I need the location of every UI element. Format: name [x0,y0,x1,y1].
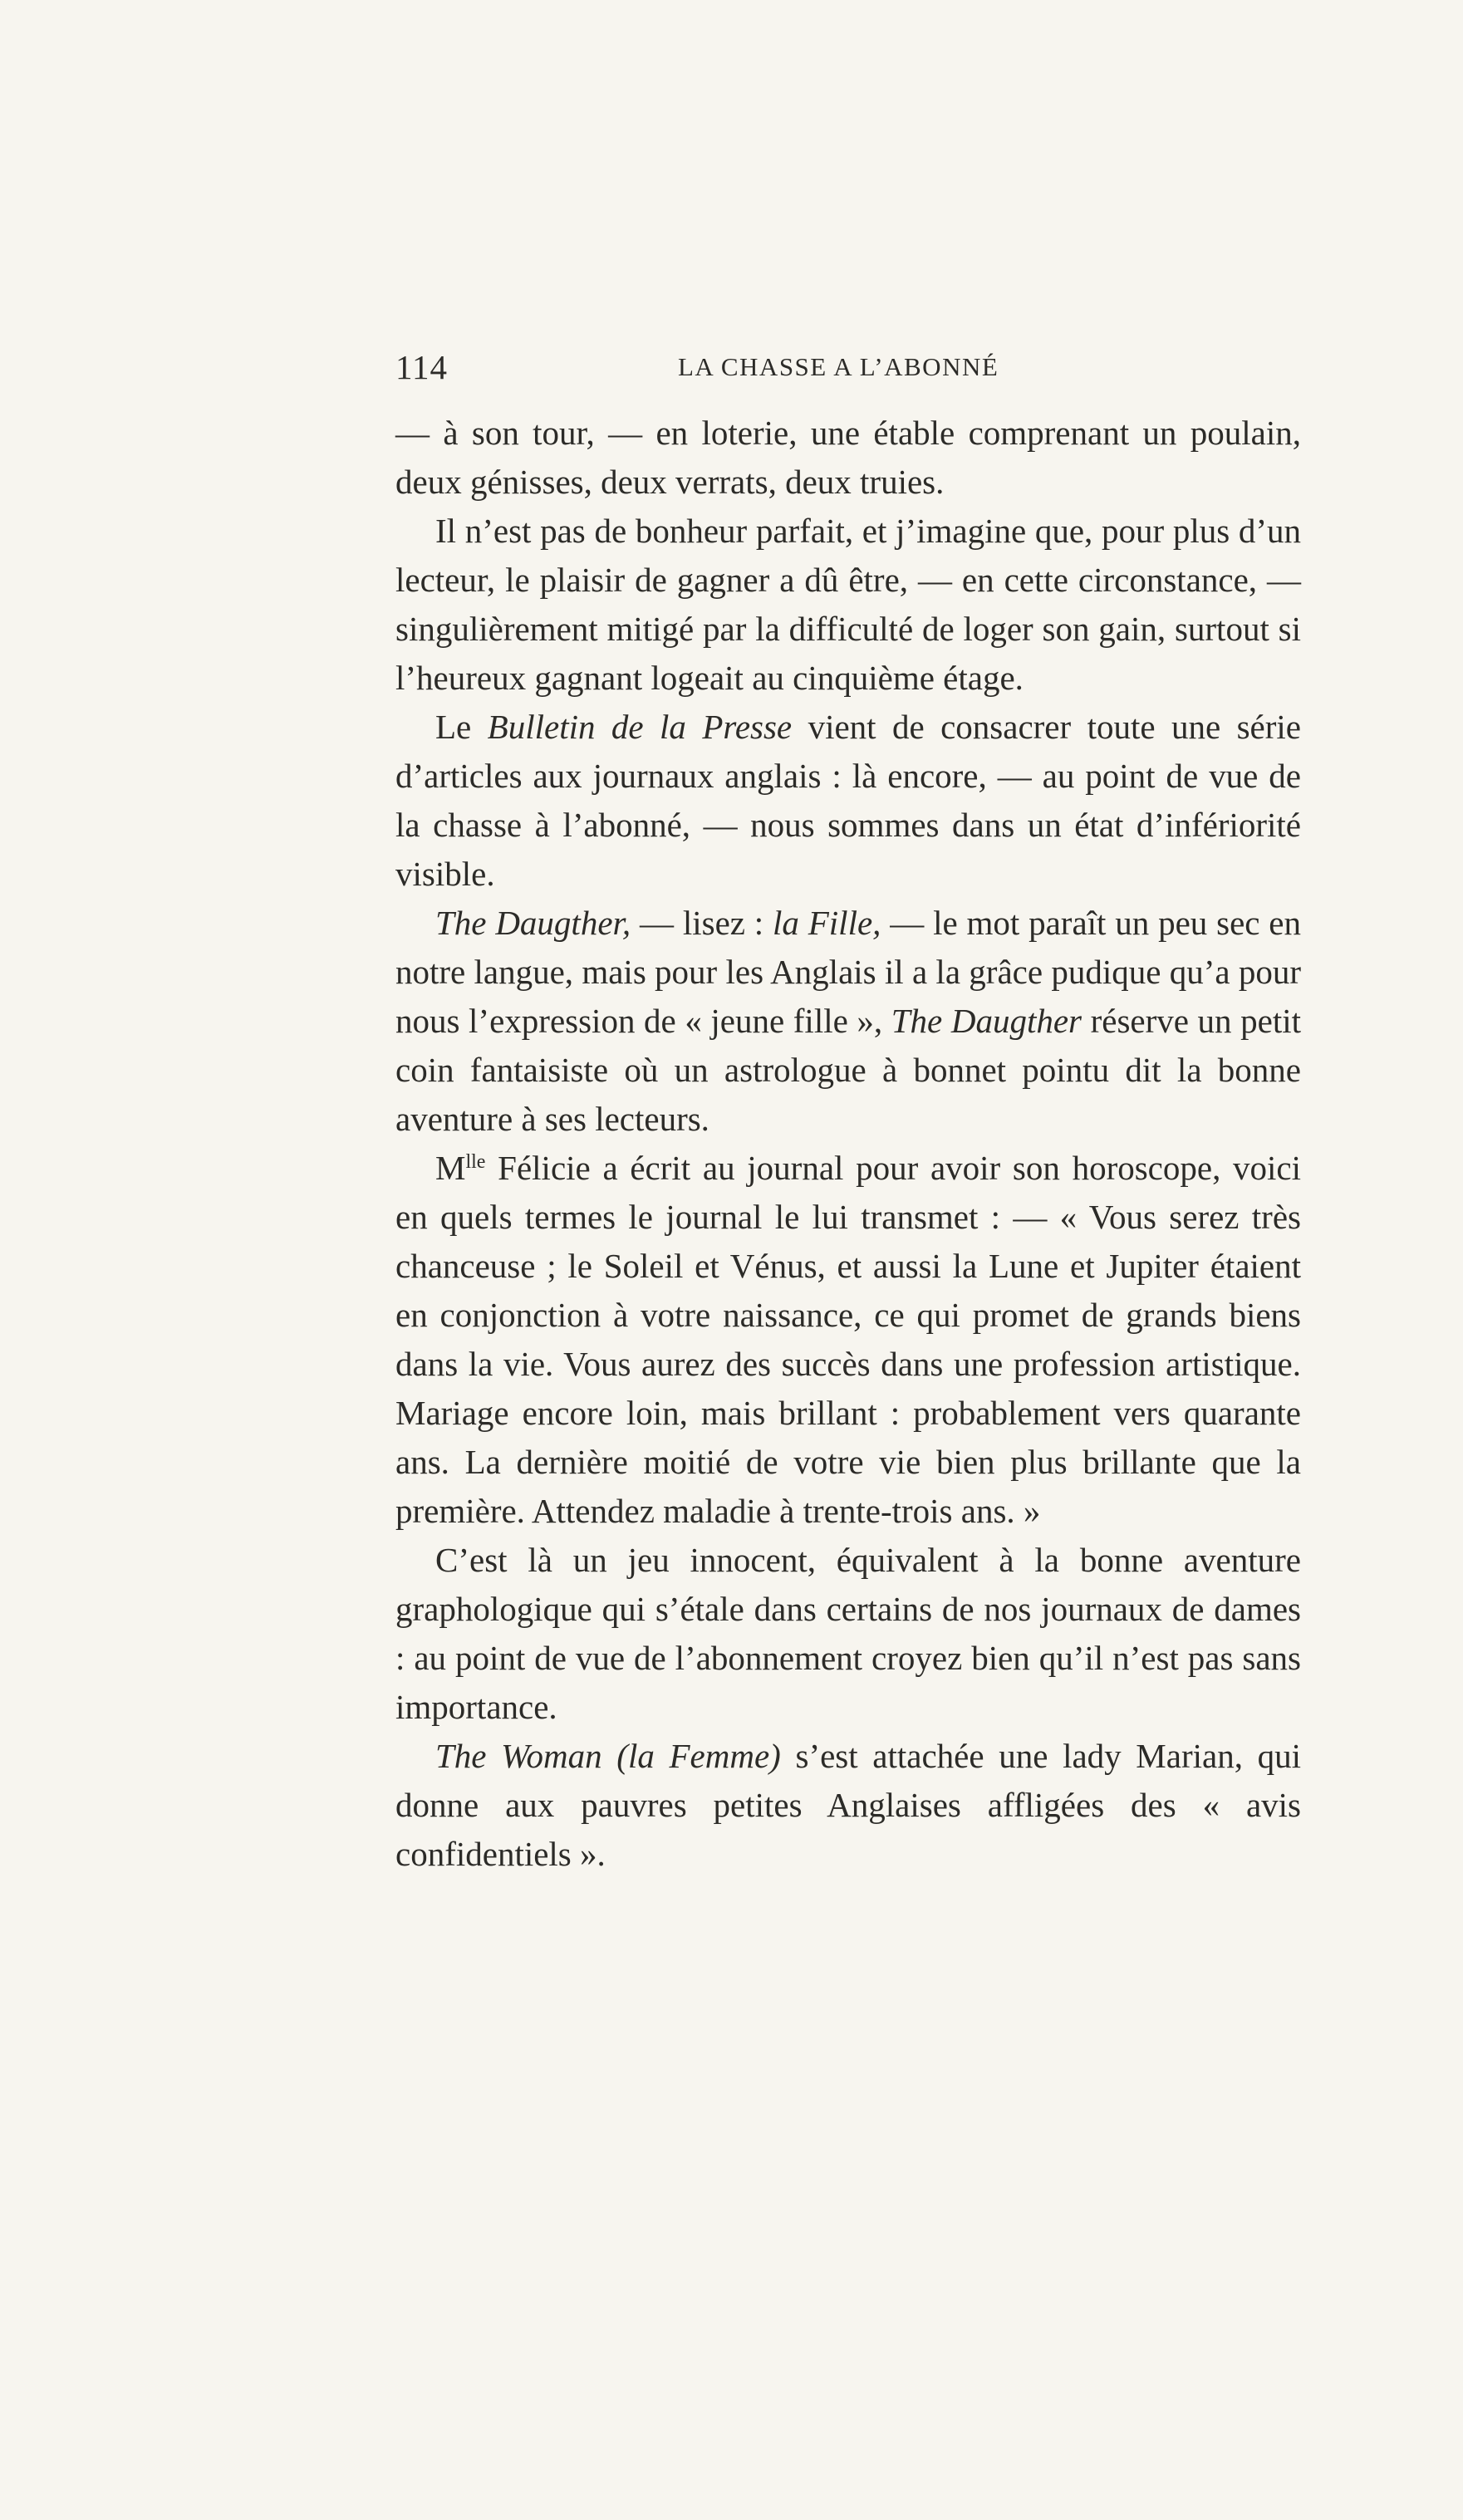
paragraph-4-journal-title-repeat: The Daugther [891,1002,1082,1040]
paragraph-7 [395,1732,1301,1879]
paragraph-4-journal-title: The Daugther, [435,904,631,942]
paragraph-4-translation: la Fille, [773,904,881,942]
running-title: LA CHASSE A L’ABONNÉ [678,352,999,381]
paragraph-3 [395,703,1301,899]
paragraph-5 [395,1144,1301,1536]
paragraph-4 [395,899,1301,1144]
paragraph-3-lead: Le [435,708,488,746]
paragraph-4-text-b: — le mot paraît un peu sec en notre langue, mais pour les Anglais il a la grâce pudique qu’a pour nous l’expression de « jeune fille », [395,904,1301,1040]
paragraph-2 [395,507,1301,703]
paragraph-1-text: — à son tour, — en loterie, une étable comprenant un poulain, deux génisses, deux verrats, deux truies. [395,414,1301,501]
mademoiselle-abbrev: M [435,1149,466,1187]
paragraph-4-text-c: réserve un petit coin fantaisiste où un astrologue à bonnet pointu dit la bonne aventure à ses lecteurs. [395,1002,1301,1138]
page-number: 114 [395,348,448,386]
running-head [395,347,1027,389]
paragraph-3-journal-title: Bulletin de la Presse [487,708,793,746]
paragraph-6-text: C’est là un jeu innocent, équivalent à la bonne aventure graphologique qui s’étale dans certains de nos journaux de dames : au point de vue de l’abonnement croyez bien qu’il n’est pas sans importance. [395,1541,1301,1726]
paragraph-5-text: Félicie a écrit au journal pour avoir son horoscope, voici en quels termes le journal le lui transmet : — « Vous serez très chanceuse ; le Soleil et Vénus, et aussi la Lune et Jupiter étaient en conjonction à votre naissance, ce qui promet de grands biens dans la vie. Vous aurez des succès dans une profession artistique. Mariage encore loin, mais brillant : probablement vers quarante ans. La dernière moitié de votre vie bien plus brillante que la première. Attendez maladie à trente-trois ans. » [395,1149,1301,1530]
paragraph-2-text: Il n’est pas de bonheur parfait, et j’imagine que, pour plus d’un lecteur, le plaisir de gagner a dû être, — en cette circonstance, — singulièrement mitigé par la difficulté de loger son gain, surtout si l’heureux gagnant logeait au cinquième étage. [395,512,1301,697]
body-text [395,409,1301,1879]
paragraph-7-text: s’est attachée une lady Marian, qui donne aux pauvres petites Anglaises affligées des « avis confidentiels ». [395,1737,1302,1873]
mademoiselle-superscript: lle [465,1151,486,1173]
paragraph-3-text: vient de consacrer toute une série d’articles aux journaux anglais : là encore, — au point de vue de la chasse à l’abonné, — nous sommes dans un état d’infériorité visible. [395,708,1301,893]
paragraph-7-journal-title: The Woman (la Femme) [435,1737,781,1775]
paragraph-1 [395,409,1301,507]
paragraph-6 [395,1536,1301,1732]
paragraph-4-text-a: — lisez : [631,904,773,942]
